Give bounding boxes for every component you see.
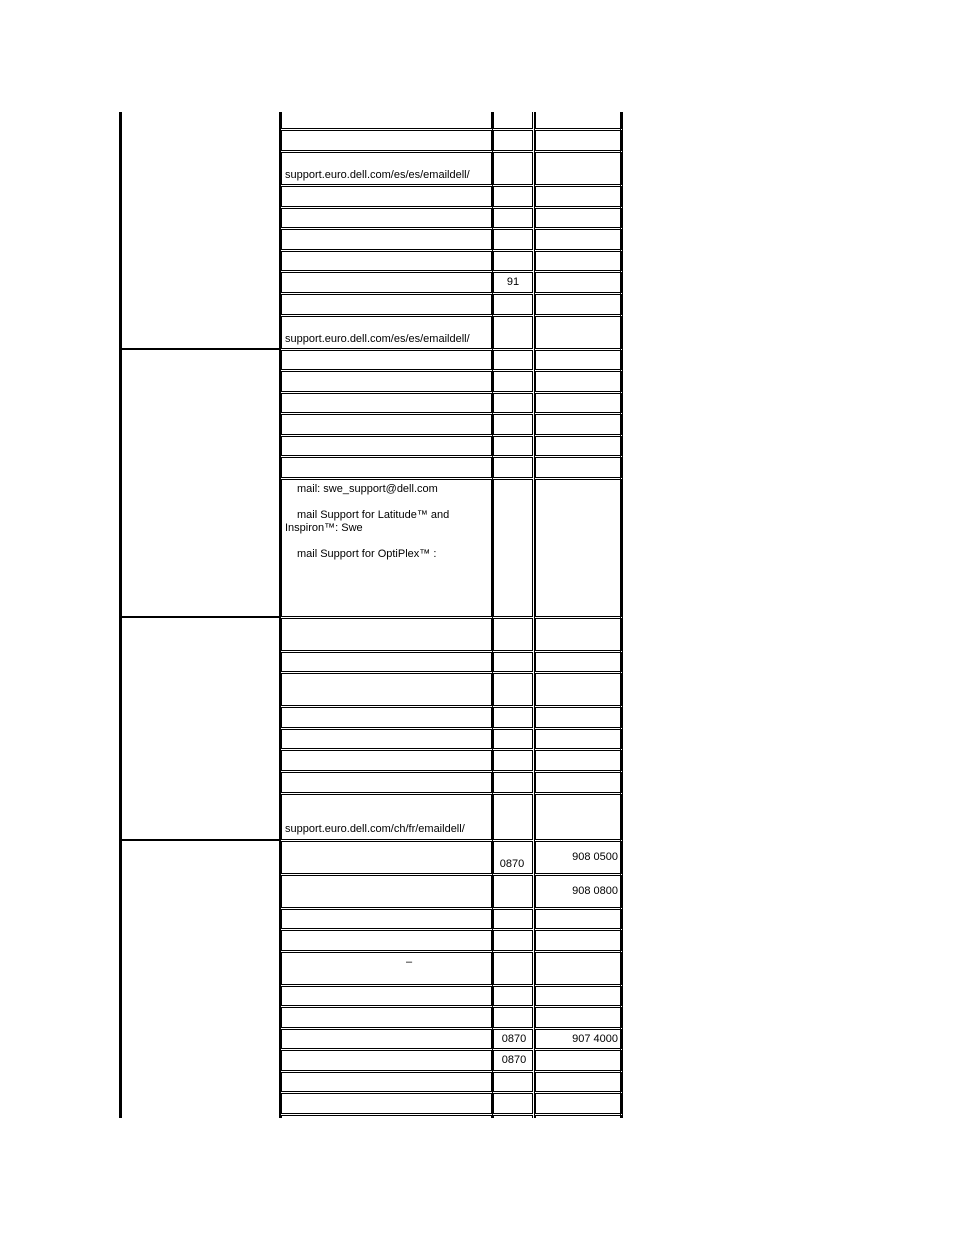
area-code-cell [493,772,533,793]
country-cell-spain [120,112,280,349]
service-cell [281,1050,492,1071]
area-code-cell [493,794,533,840]
latitude-inspiron-support-line2: Inspiron™: Swe [285,522,363,534]
number-cell [535,251,622,271]
area-code-cell [493,1029,533,1049]
service-cell [281,1115,492,1118]
email-link[interactable]: support.euro.dell.com/es/es/emaildell/ [285,333,470,345]
number-cell [535,272,622,293]
number-cell [535,1007,622,1028]
service-cell [281,1093,492,1114]
number-cell [535,750,622,771]
table-right-border [622,112,623,1118]
area-code-cell [493,152,533,185]
service-cell [281,272,492,293]
country-cell-uk [120,840,280,1118]
service-cell [281,1007,492,1028]
area-code-cell [493,251,533,271]
number-cell [535,794,622,840]
service-cell [281,316,492,349]
service-cell [281,750,492,771]
area-code-cell [493,1093,533,1114]
area-code-cell [493,371,533,392]
service-cell [281,930,492,951]
area-code-cell [493,707,533,728]
number-cell [535,729,622,749]
number-cell [535,1050,622,1071]
area-code-cell [493,316,533,349]
area-code-cell [493,414,533,435]
service-cell [281,1072,492,1092]
service-cell [281,371,492,392]
area-code-cell [493,652,533,672]
area-code-cell [493,1072,533,1092]
area-code-cell [493,229,533,250]
dash-text: – [406,956,413,968]
area-code-cell [493,750,533,771]
service-cell [281,794,492,840]
number-cell [535,414,622,435]
number-cell [535,952,622,985]
area-code-cell [493,986,533,1006]
service-cell [281,130,492,151]
number-cell [535,875,622,908]
number-cell [535,112,622,129]
area-code: 0870 [499,858,525,870]
number-cell [535,152,622,185]
service-cell [281,152,492,185]
service-cell [281,875,492,908]
service-cell [281,229,492,250]
area-code-cell [493,952,533,985]
number-cell [535,1029,622,1049]
area-code-cell [493,1050,533,1071]
service-cell [281,457,492,478]
latitude-inspiron-support-line1: mail Support for Latitude™ and [297,509,450,521]
area-code-cell [493,350,533,370]
number-cell [535,986,622,1006]
service-cell [281,414,492,435]
area-code-cell [493,112,533,129]
number-cell [535,457,622,478]
service-cell [281,673,492,706]
area-code-cell [493,208,533,228]
email-link[interactable]: support.euro.dell.com/ch/fr/emaildell/ [285,823,465,835]
service-cell [281,729,492,749]
service-cell [281,772,492,793]
service-cell [281,350,492,370]
number-cell [535,371,622,392]
area-code: 91 [506,276,520,288]
number-cell [535,186,622,207]
col-sep-1 [280,112,281,1118]
number-cell [535,930,622,951]
service-cell [281,1029,492,1049]
number-cell [535,909,622,929]
optiplex-support-text: mail Support for OptiPlex™ : [297,548,437,560]
area-code-cell [493,875,533,908]
service-cell [281,294,492,315]
number-cell [535,707,622,728]
service-cell [281,479,492,617]
area-code-cell [493,841,533,874]
area-code-cell [493,930,533,951]
number-cell [535,479,622,617]
service-cell [281,112,492,129]
area-code-cell [493,479,533,617]
number-cell [535,841,622,874]
country-cell-sweden [120,349,280,617]
number-cell [535,1093,622,1114]
number-cell [535,208,622,228]
phone-number: 907 4000 [572,1033,618,1045]
service-cell [281,841,492,874]
number-cell [535,673,622,706]
area-code-cell [493,1007,533,1028]
area-code-cell [493,130,533,151]
number-cell [535,393,622,413]
service-cell [281,208,492,228]
area-code-cell [493,673,533,706]
area-code-cell [493,186,533,207]
area-code-cell [493,1115,533,1118]
number-cell [535,772,622,793]
area-code-cell [493,909,533,929]
service-cell [281,186,492,207]
area-code: 0870 [501,1033,527,1045]
number-cell [535,316,622,349]
email-support-text[interactable]: mail: swe_support@dell.com [297,483,438,495]
phone-number: 908 0500 [572,851,618,863]
email-link[interactable]: support.euro.dell.com/es/es/emaildell/ [285,169,470,181]
service-cell [281,909,492,929]
area-code-cell [493,457,533,478]
number-cell [535,1072,622,1092]
service-cell [281,986,492,1006]
service-cell [281,707,492,728]
number-cell [535,652,622,672]
area-code: 0870 [501,1054,527,1066]
number-cell [535,130,622,151]
service-cell [281,436,492,456]
number-cell [535,1115,622,1118]
country-cell-switzerland [120,617,280,840]
service-cell [281,952,492,985]
phone-number: 908 0800 [572,885,618,897]
area-code-cell [493,436,533,456]
service-cell [281,393,492,413]
area-code-cell [493,618,533,651]
col-sep-4 [620,112,621,1118]
col-sep-3 [534,112,535,1118]
number-cell [535,436,622,456]
number-cell [535,294,622,315]
service-cell [281,251,492,271]
number-cell [535,229,622,250]
area-code-cell [493,393,533,413]
col-sep-2 [492,112,493,1118]
service-cell [281,618,492,651]
area-code-cell [493,729,533,749]
number-cell [535,618,622,651]
service-cell [281,652,492,672]
number-cell [535,350,622,370]
area-code-cell [493,294,533,315]
area-code-cell [493,272,533,293]
